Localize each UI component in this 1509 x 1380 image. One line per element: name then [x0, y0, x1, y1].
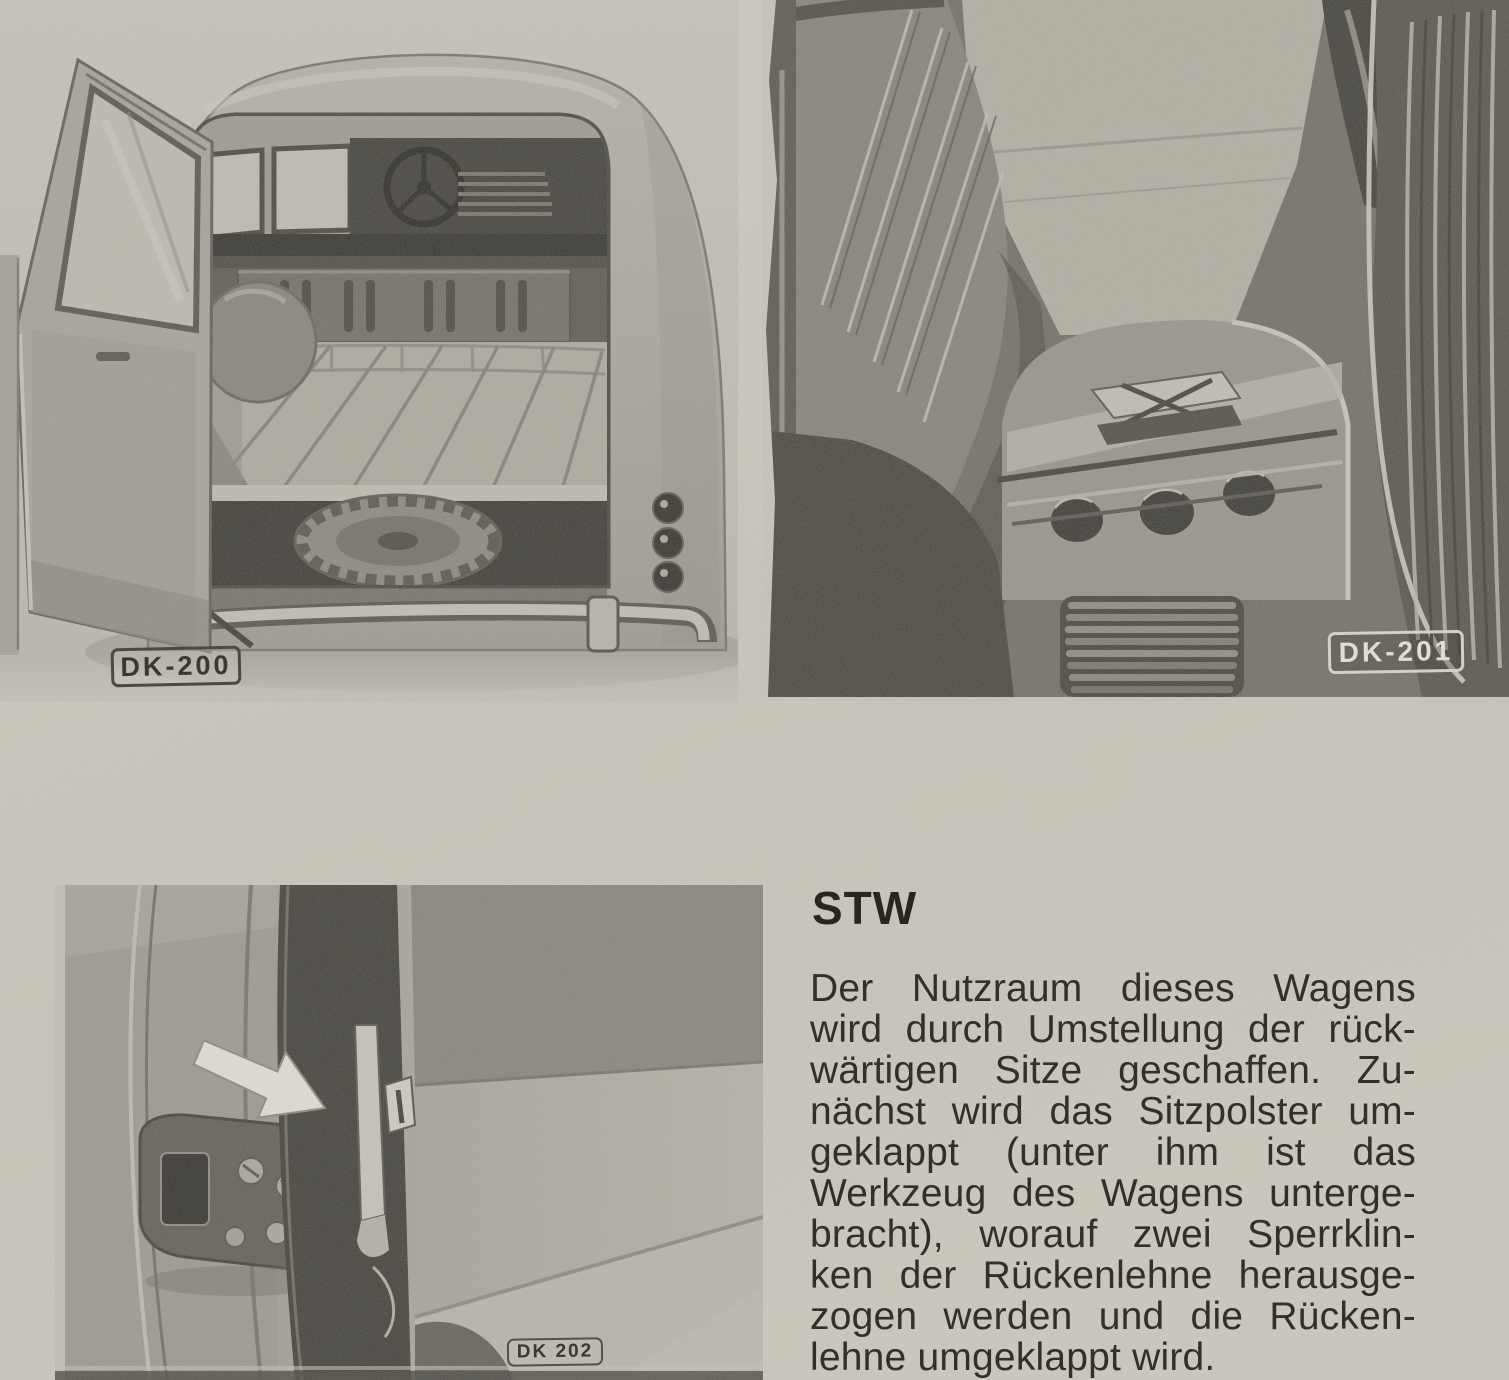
- figure-dk-201-photo: [762, 0, 1509, 697]
- text-line: nächst wird das Sitzpolster um-: [810, 1091, 1416, 1132]
- text-line: zogen werden und die Rücken-: [810, 1296, 1416, 1337]
- figure-label-dk-201: DK-201: [1328, 630, 1465, 674]
- figure-label-dk-200: DK-200: [111, 646, 242, 688]
- text-line: bracht), worauf zwei Sperrklin-: [810, 1214, 1416, 1255]
- folded-seat-interior-illustration: [762, 0, 1509, 697]
- article-stw: [810, 884, 1416, 1378]
- text-line: Werkzeug des Wagens unterge-: [810, 1173, 1416, 1214]
- article-paragraph: [810, 968, 1416, 1378]
- text-line: Der Nutzraum dieses Wagens: [810, 968, 1416, 1009]
- text-line: lehne umgeklappt wird.: [810, 1337, 1216, 1378]
- text-line: wird durch Umstellung der rück-: [810, 1009, 1416, 1050]
- figure-label-dk-202: DK 202: [507, 1337, 603, 1366]
- figure-dk-200-photo: [0, 0, 738, 702]
- text-line: geklappt (unter ihm ist das: [810, 1132, 1416, 1173]
- door-latch-closeup-illustration: [55, 885, 763, 1380]
- text-line: ken der Rückenlehne herausge-: [810, 1255, 1416, 1296]
- text-line: wärtigen Sitze geschaffen. Zu-: [810, 1050, 1416, 1091]
- article-heading: STW: [812, 882, 918, 934]
- wagon-rear-view-illustration: [0, 0, 738, 702]
- figure-dk-202-photo: [55, 885, 763, 1380]
